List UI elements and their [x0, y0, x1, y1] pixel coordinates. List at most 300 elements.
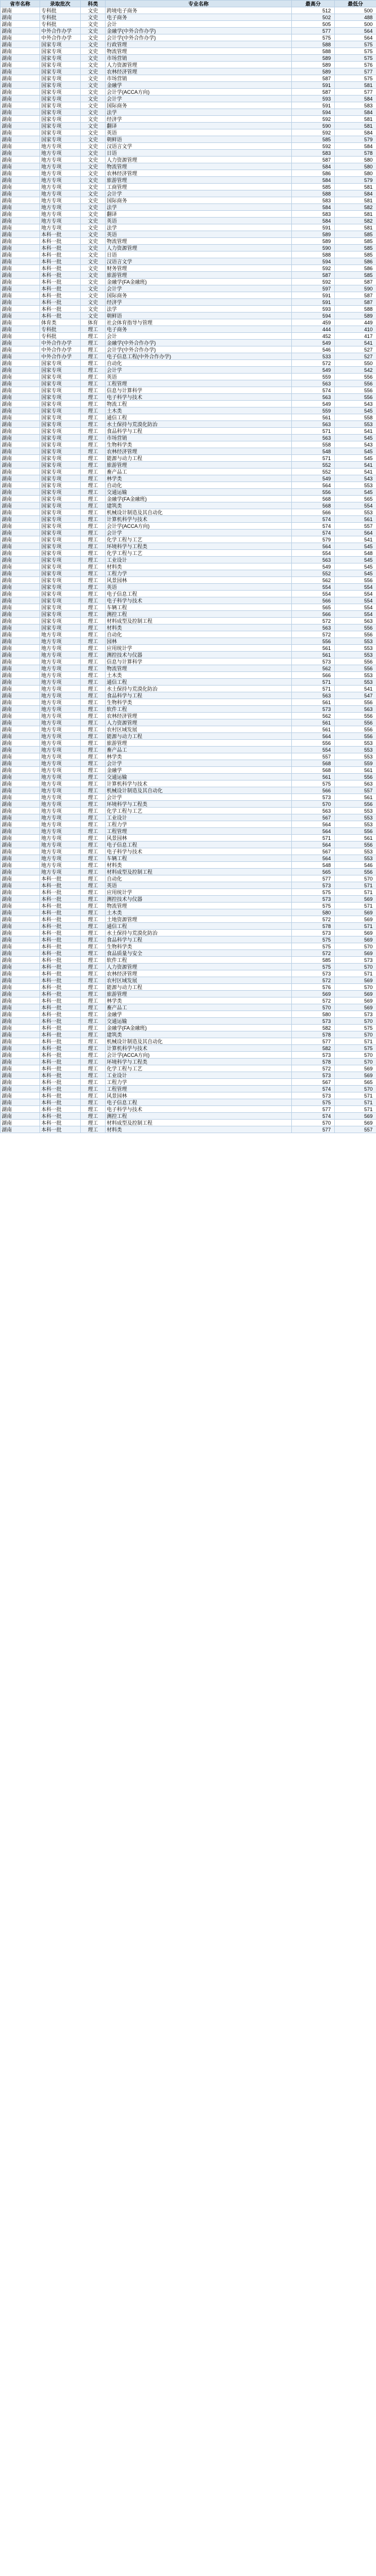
table-row [1, 1106, 376, 1113]
cell-province: 湖南 [1, 306, 40, 313]
cell-min-score: 561 [335, 767, 376, 774]
cell-batch: 专科批 [40, 326, 81, 333]
cell-min-score: 571 [335, 1106, 376, 1113]
cell-category: 理工 [81, 631, 106, 638]
cell-province: 湖南 [1, 774, 40, 780]
table-row [1, 563, 376, 570]
table-row [1, 509, 376, 516]
cell-major: 金融学(中外合作办学) [106, 28, 292, 34]
cell-batch: 地方专项 [40, 163, 81, 170]
cell-min-score: 578 [335, 150, 376, 157]
cell-major: 会计学(中外合作办学) [106, 34, 292, 41]
cell-province: 湖南 [1, 631, 40, 638]
cell-province: 湖南 [1, 679, 40, 686]
cell-min-score: 541 [335, 686, 376, 692]
cell-province: 湖南 [1, 197, 40, 204]
cell-batch: 国家专项 [40, 475, 81, 482]
cell-min-score: 565 [335, 496, 376, 502]
cell-min-score: 577 [335, 68, 376, 75]
cell-min-score: 569 [335, 991, 376, 998]
cell-major: 会计学(中外合作办学) [106, 346, 292, 353]
table-row [1, 1031, 376, 1038]
cell-max-score: 585 [292, 136, 335, 143]
cell-province: 湖南 [1, 801, 40, 808]
cell-category: 理工 [81, 733, 106, 740]
cell-major: 汉语言文学 [106, 258, 292, 265]
cell-min-score: 553 [335, 672, 376, 679]
cell-category: 理工 [81, 787, 106, 794]
cell-category: 理工 [81, 882, 106, 889]
cell-max-score: 573 [292, 706, 335, 713]
table-row [1, 550, 376, 557]
table-row [1, 326, 376, 333]
cell-batch: 地方专项 [40, 184, 81, 190]
cell-max-score: 577 [292, 1106, 335, 1113]
cell-category: 理工 [81, 801, 106, 808]
cell-max-score: 566 [292, 509, 335, 516]
cell-max-score: 597 [292, 285, 335, 292]
cell-major: 食品质量与安全 [106, 950, 292, 957]
cell-major: 电子商务 [106, 14, 292, 21]
table-row [1, 34, 376, 41]
cell-category: 理工 [81, 496, 106, 502]
cell-min-score: 563 [335, 706, 376, 713]
cell-category: 理工 [81, 536, 106, 543]
cell-max-score: 572 [292, 977, 335, 984]
cell-category: 理工 [81, 1079, 106, 1086]
cell-max-score: 552 [292, 469, 335, 475]
cell-category: 理工 [81, 916, 106, 923]
table-row [1, 577, 376, 584]
table-row [1, 753, 376, 760]
cell-category: 文史 [81, 163, 106, 170]
cell-batch: 本科一批 [40, 1011, 81, 1018]
cell-category: 理工 [81, 570, 106, 577]
cell-min-score: 546 [335, 862, 376, 869]
cell-province: 湖南 [1, 482, 40, 489]
cell-min-score: 556 [335, 842, 376, 848]
cell-province: 湖南 [1, 367, 40, 374]
cell-major: 国际商务 [106, 197, 292, 204]
cell-max-score: 580 [292, 1011, 335, 1018]
cell-max-score: 587 [292, 157, 335, 163]
cell-batch: 本科一批 [40, 313, 81, 319]
cell-min-score: 556 [335, 631, 376, 638]
cell-major: 材料成型及控制工程 [106, 869, 292, 875]
cell-province: 湖南 [1, 401, 40, 407]
cell-max-score: 590 [292, 245, 335, 251]
cell-category: 理工 [81, 665, 106, 672]
cell-max-score: 577 [292, 1038, 335, 1045]
cell-batch: 本科一批 [40, 265, 81, 272]
cell-province: 湖南 [1, 1045, 40, 1052]
cell-category: 理工 [81, 808, 106, 814]
cell-province: 湖南 [1, 136, 40, 143]
cell-major: 金融学(FA金融班) [106, 496, 292, 502]
table-row [1, 136, 376, 143]
cell-min-score: 553 [335, 509, 376, 516]
cell-min-score: 581 [335, 197, 376, 204]
cell-max-score: 563 [292, 394, 335, 401]
cell-category: 理工 [81, 346, 106, 353]
cell-min-score: 585 [335, 251, 376, 258]
cell-major: 旅游管理 [106, 177, 292, 184]
cell-major: 农林经济管理 [106, 170, 292, 177]
cell-max-score: 573 [292, 1018, 335, 1025]
cell-category: 文史 [81, 68, 106, 75]
cell-batch: 本科一批 [40, 279, 81, 285]
cell-major: 土木类 [106, 909, 292, 916]
cell-major: 材料类 [106, 563, 292, 570]
cell-major: 农林经济管理 [106, 448, 292, 455]
cell-max-score: 573 [292, 1072, 335, 1079]
table-row [1, 699, 376, 706]
cell-max-score: 571 [292, 686, 335, 692]
cell-province: 湖南 [1, 923, 40, 930]
cell-province: 湖南 [1, 604, 40, 611]
cell-province: 湖南 [1, 48, 40, 55]
cell-major: 会计学(ACCA方向) [106, 1052, 292, 1059]
cell-major: 农林经济管理 [106, 713, 292, 719]
cell-province: 湖南 [1, 930, 40, 936]
table-row [1, 129, 376, 136]
table-row [1, 631, 376, 638]
cell-batch: 本科一批 [40, 1126, 81, 1133]
cell-category: 理工 [81, 767, 106, 774]
table-row [1, 265, 376, 272]
cell-category: 文史 [81, 41, 106, 48]
table-row [1, 258, 376, 265]
cell-max-score: 582 [292, 1045, 335, 1052]
cell-category: 文史 [81, 251, 106, 258]
table-row [1, 319, 376, 326]
cell-category: 文史 [81, 265, 106, 272]
cell-max-score: 591 [292, 82, 335, 89]
table-row [1, 1052, 376, 1059]
cell-major: 电子科学与技术 [106, 848, 292, 855]
cell-category: 文史 [81, 170, 106, 177]
cell-major: 金融学 [106, 82, 292, 89]
cell-batch: 本科一批 [40, 306, 81, 313]
table-row [1, 448, 376, 455]
cell-max-score: 588 [292, 251, 335, 258]
cell-batch: 中外合作办学 [40, 28, 81, 34]
table-row [1, 55, 376, 62]
cell-province: 湖南 [1, 557, 40, 563]
cell-batch: 国家专项 [40, 360, 81, 367]
cell-batch: 国家专项 [40, 597, 81, 604]
table-row [1, 787, 376, 794]
cell-min-score: 556 [335, 658, 376, 665]
cell-min-score: 569 [335, 1113, 376, 1120]
cell-min-score: 554 [335, 597, 376, 604]
cell-province: 湖南 [1, 896, 40, 903]
table-row [1, 943, 376, 950]
cell-category: 文史 [81, 136, 106, 143]
cell-category: 理工 [81, 686, 106, 692]
cell-min-score: 553 [335, 740, 376, 747]
cell-province: 湖南 [1, 238, 40, 245]
cell-province: 湖南 [1, 543, 40, 550]
cell-major: 计算机科学与技术 [106, 780, 292, 787]
cell-max-score: 591 [292, 224, 335, 231]
cell-major: 电子科学与技术 [106, 597, 292, 604]
cell-min-score: 488 [335, 14, 376, 21]
table-row [1, 882, 376, 889]
cell-batch: 地方专项 [40, 713, 81, 719]
cell-batch: 国家专项 [40, 136, 81, 143]
cell-major: 会计学 [106, 530, 292, 536]
cell-category: 文史 [81, 245, 106, 251]
cell-max-score: 577 [292, 875, 335, 882]
cell-major: 工程管理 [106, 1086, 292, 1092]
cell-category: 理工 [81, 991, 106, 998]
cell-max-score: 573 [292, 658, 335, 665]
cell-min-score: 569 [335, 1072, 376, 1079]
cell-max-score: 575 [292, 34, 335, 41]
cell-province: 湖南 [1, 984, 40, 991]
cell-min-score: 575 [335, 1025, 376, 1031]
cell-batch: 中外合作办学 [40, 34, 81, 41]
cell-category: 理工 [81, 597, 106, 604]
cell-category: 理工 [81, 977, 106, 984]
cell-batch: 本科一批 [40, 1038, 81, 1045]
cell-category: 理工 [81, 1072, 106, 1079]
table-row [1, 916, 376, 923]
cell-max-score: 564 [292, 482, 335, 489]
cell-category: 理工 [81, 455, 106, 462]
cell-province: 湖南 [1, 102, 40, 109]
cell-max-score: 574 [292, 516, 335, 523]
table-row [1, 441, 376, 448]
cell-category: 理工 [81, 753, 106, 760]
cell-batch: 地方专项 [40, 760, 81, 767]
cell-min-score: 548 [335, 550, 376, 557]
cell-category: 理工 [81, 855, 106, 862]
cell-min-score: 556 [335, 774, 376, 780]
cell-province: 湖南 [1, 475, 40, 482]
table-row [1, 353, 376, 360]
cell-major: 工程力学 [106, 570, 292, 577]
cell-max-score: 564 [292, 828, 335, 835]
cell-province: 湖南 [1, 41, 40, 48]
cell-batch: 国家专项 [40, 441, 81, 448]
cell-batch: 国家专项 [40, 109, 81, 116]
cell-max-score: 589 [292, 231, 335, 238]
cell-province: 湖南 [1, 7, 40, 14]
cell-max-score: 571 [292, 835, 335, 842]
cell-min-score: 561 [335, 835, 376, 842]
cell-max-score: 570 [292, 1004, 335, 1011]
cell-batch: 本科一批 [40, 258, 81, 265]
cell-province: 湖南 [1, 116, 40, 123]
cell-category: 文史 [81, 204, 106, 211]
cell-category: 文史 [81, 238, 106, 245]
cell-max-score: 549 [292, 367, 335, 374]
cell-province: 湖南 [1, 672, 40, 679]
cell-category: 理工 [81, 970, 106, 977]
cell-batch: 地方专项 [40, 780, 81, 787]
cell-category: 理工 [81, 604, 106, 611]
cell-category: 理工 [81, 672, 106, 679]
cell-min-score: 563 [335, 780, 376, 787]
cell-major: 人力资源管理 [106, 964, 292, 970]
cell-major: 电子信息工程 [106, 842, 292, 848]
cell-batch: 本科一批 [40, 998, 81, 1004]
cell-category: 理工 [81, 1113, 106, 1120]
cell-major: 物流工程 [106, 401, 292, 407]
cell-province: 湖南 [1, 245, 40, 251]
cell-min-score: 542 [335, 367, 376, 374]
cell-province: 湖南 [1, 563, 40, 570]
cell-category: 文史 [81, 116, 106, 123]
cell-max-score: 572 [292, 950, 335, 957]
cell-max-score: 582 [292, 1025, 335, 1031]
cell-category: 理工 [81, 557, 106, 563]
cell-batch: 国家专项 [40, 41, 81, 48]
cell-max-score: 444 [292, 326, 335, 333]
cell-min-score: 569 [335, 998, 376, 1004]
table-row [1, 299, 376, 306]
cell-max-score: 556 [292, 638, 335, 645]
cell-category: 文史 [81, 129, 106, 136]
cell-max-score: 587 [292, 272, 335, 279]
cell-province: 湖南 [1, 82, 40, 89]
cell-major: 应用统计学 [106, 645, 292, 652]
cell-province: 湖南 [1, 760, 40, 767]
cell-province: 湖南 [1, 577, 40, 584]
cell-major: 水土保持与荒漠化防治 [106, 686, 292, 692]
cell-max-score: 564 [292, 733, 335, 740]
cell-max-score: 567 [292, 848, 335, 855]
table-row [1, 780, 376, 787]
cell-province: 湖南 [1, 14, 40, 21]
cell-min-score: 527 [335, 353, 376, 360]
cell-major: 会计 [106, 21, 292, 28]
cell-major: 信息与计算科学 [106, 387, 292, 394]
cell-major: 市场营销 [106, 55, 292, 62]
cell-major: 材料成型及控制工程 [106, 1120, 292, 1126]
cell-province: 湖南 [1, 1059, 40, 1065]
table-row [1, 190, 376, 197]
cell-province: 湖南 [1, 96, 40, 102]
cell-province: 湖南 [1, 998, 40, 1004]
cell-min-score: 557 [335, 1126, 376, 1133]
cell-province: 湖南 [1, 780, 40, 787]
cell-category: 文史 [81, 143, 106, 150]
cell-batch: 地方专项 [40, 848, 81, 855]
cell-province: 湖南 [1, 129, 40, 136]
cell-province: 湖南 [1, 231, 40, 238]
cell-major: 机械设计制造及其自动化 [106, 787, 292, 794]
cell-category: 理工 [81, 428, 106, 435]
cell-min-score: 545 [335, 455, 376, 462]
cell-province: 湖南 [1, 638, 40, 645]
cell-province: 湖南 [1, 869, 40, 875]
cell-min-score: 553 [335, 848, 376, 855]
cell-batch: 本科一批 [40, 272, 81, 279]
cell-max-score: 574 [292, 523, 335, 530]
cell-max-score: 572 [292, 998, 335, 1004]
cell-max-score: 502 [292, 14, 335, 21]
cell-min-score: 569 [335, 930, 376, 936]
cell-major: 会计学(ACCA方向) [106, 89, 292, 96]
cell-max-score: 586 [292, 170, 335, 177]
cell-max-score: 573 [292, 1052, 335, 1059]
cell-batch: 地方专项 [40, 197, 81, 204]
cell-max-score: 512 [292, 7, 335, 14]
cell-min-score: 588 [335, 306, 376, 313]
table-row [1, 21, 376, 28]
cell-category: 文史 [81, 150, 106, 157]
cell-min-score: 570 [335, 1018, 376, 1025]
cell-major: 金融学(FA金融班) [106, 1025, 292, 1031]
cell-batch: 国家专项 [40, 455, 81, 462]
cell-max-score: 575 [292, 780, 335, 787]
cell-major: 材料类 [106, 1126, 292, 1133]
table-row [1, 170, 376, 177]
cell-max-score: 580 [292, 909, 335, 916]
cell-major: 电子科学与技术 [106, 1106, 292, 1113]
cell-major: 能源与动力工程 [106, 455, 292, 462]
cell-province: 湖南 [1, 1086, 40, 1092]
cell-major: 行政管理 [106, 41, 292, 48]
table-row [1, 923, 376, 930]
cell-province: 湖南 [1, 190, 40, 197]
cell-category: 理工 [81, 706, 106, 713]
cell-category: 理工 [81, 1004, 106, 1011]
cell-batch: 地方专项 [40, 869, 81, 875]
cell-category: 文史 [81, 157, 106, 163]
table-row [1, 421, 376, 428]
cell-major: 畜产品工 [106, 747, 292, 753]
cell-max-score: 549 [292, 340, 335, 346]
cell-batch: 国家专项 [40, 421, 81, 428]
cell-province: 湖南 [1, 1072, 40, 1079]
cell-province: 湖南 [1, 218, 40, 224]
cell-major: 旅游管理 [106, 272, 292, 279]
cell-category: 理工 [81, 591, 106, 597]
cell-province: 湖南 [1, 1025, 40, 1031]
table-row [1, 251, 376, 258]
cell-province: 湖南 [1, 686, 40, 692]
cell-province: 湖南 [1, 665, 40, 672]
cell-max-score: 588 [292, 41, 335, 48]
cell-min-score: 585 [335, 231, 376, 238]
cell-category: 理工 [81, 950, 106, 957]
cell-batch: 本科一批 [40, 882, 81, 889]
cell-max-score: 564 [292, 821, 335, 828]
table-row [1, 686, 376, 692]
cell-major: 工程管理 [106, 828, 292, 835]
table-row [1, 645, 376, 652]
table-row [1, 380, 376, 387]
cell-min-score: 570 [335, 875, 376, 882]
cell-min-score: 581 [335, 224, 376, 231]
cell-province: 湖南 [1, 89, 40, 96]
cell-major: 会计学(ACCA方向) [106, 523, 292, 530]
cell-major: 畜产品工 [106, 469, 292, 475]
cell-category: 理工 [81, 394, 106, 401]
cell-province: 湖南 [1, 536, 40, 543]
cell-category: 理工 [81, 848, 106, 855]
table-row [1, 394, 376, 401]
cell-major: 英语 [106, 218, 292, 224]
cell-province: 湖南 [1, 313, 40, 319]
cell-province: 湖南 [1, 652, 40, 658]
cell-max-score: 558 [292, 441, 335, 448]
cell-max-score: 548 [292, 862, 335, 869]
